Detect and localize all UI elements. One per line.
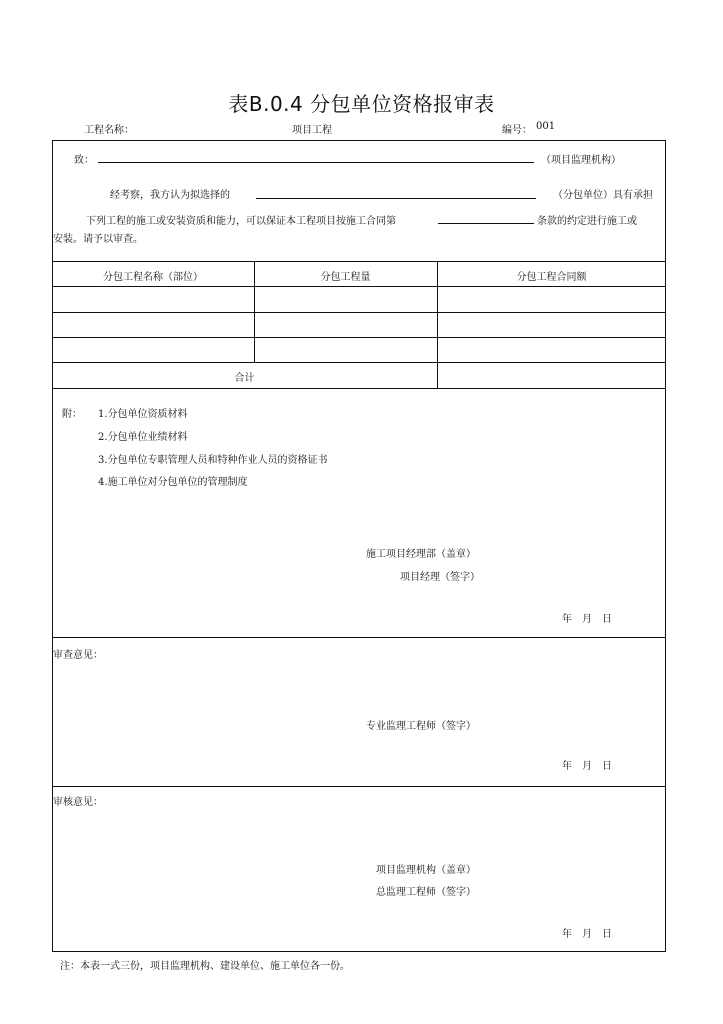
chief-engineer-sign-label: 总监理工程师（签字）: [376, 887, 476, 898]
intro-line1-prefix: 经考察，我方认为拟选择的: [110, 190, 230, 201]
intro-line2-suffix: 条款的约定进行施工或: [537, 216, 637, 227]
number-value: 001: [536, 121, 556, 132]
review-date: 年 月 日: [562, 761, 612, 772]
approval-date: 年 月 日: [562, 929, 612, 940]
table-top-line: [52, 261, 666, 262]
table-cell[interactable]: [438, 338, 665, 361]
intro-line2-prefix: 下列工程的施工或安装资质和能力，可以保证本工程项目按施工合同第: [86, 216, 396, 227]
table-cell[interactable]: [438, 287, 665, 311]
intro-line1-suffix: （分包单位）具有承担: [553, 190, 653, 201]
contractor-date: 年 月 日: [562, 614, 612, 625]
project-manager-sign-label: 项目经理（签字）: [400, 572, 480, 583]
to-underline[interactable]: [98, 162, 534, 163]
table-cell[interactable]: [53, 313, 253, 336]
table-header-name: 分包工程名称（部位）: [103, 272, 203, 283]
attachment-item: 1.分包单位资质材料: [98, 409, 188, 420]
table-cell[interactable]: [255, 338, 436, 361]
project-name-label: 工程名称：: [84, 125, 134, 136]
approval-label: 审核意见：: [53, 797, 103, 808]
project-name-value: 项目工程: [292, 125, 332, 136]
clause-underline[interactable]: [438, 223, 534, 224]
table-cell[interactable]: [53, 287, 253, 311]
table-cell[interactable]: [438, 313, 665, 336]
footnote: 注：本表一式三份，项目监理机构、建设单位、施工单位各一份。: [60, 961, 350, 972]
review-label: 审查意见：: [53, 650, 103, 661]
table-header-quantity: 分包工程量: [320, 272, 371, 283]
table-bottom-line: [52, 388, 666, 389]
approval-opinion-area[interactable]: [54, 808, 664, 858]
attachment-item: 3.分包单位专职管理人员和特种作业人员的资格证书: [98, 455, 328, 466]
table-total-label: 合计: [234, 373, 255, 384]
table-cell[interactable]: [255, 287, 436, 311]
intro-line3: 安装。请予以审查。: [53, 234, 143, 245]
table-cell[interactable]: [53, 338, 253, 361]
number-label: 编号：: [502, 125, 532, 136]
to-label: 致：: [74, 155, 94, 166]
review-opinion-area[interactable]: [54, 662, 664, 712]
subcontractor-underline[interactable]: [256, 198, 536, 199]
table-header-amount: 分包工程合同额: [516, 272, 587, 283]
section-divider: [52, 786, 666, 787]
page-title: 表B.0.4 分包单位资格报审表: [228, 92, 495, 116]
attachments-label: 附：: [62, 409, 82, 420]
table-total-amount[interactable]: [438, 363, 665, 387]
supervising-engineer-sign-label: 专业监理工程师（签字）: [366, 721, 476, 732]
attachment-item: 4.施工单位对分包单位的管理制度: [98, 477, 248, 488]
section-divider: [52, 637, 666, 638]
table-cell[interactable]: [255, 313, 436, 336]
attachment-item: 2.分包单位业绩材料: [98, 432, 188, 443]
to-suffix: （项目监理机构）: [541, 155, 621, 166]
supervision-org-seal-label: 项目监理机构（盖章）: [376, 865, 476, 876]
contractor-seal-label: 施工项目经理部（盖章）: [366, 549, 476, 560]
